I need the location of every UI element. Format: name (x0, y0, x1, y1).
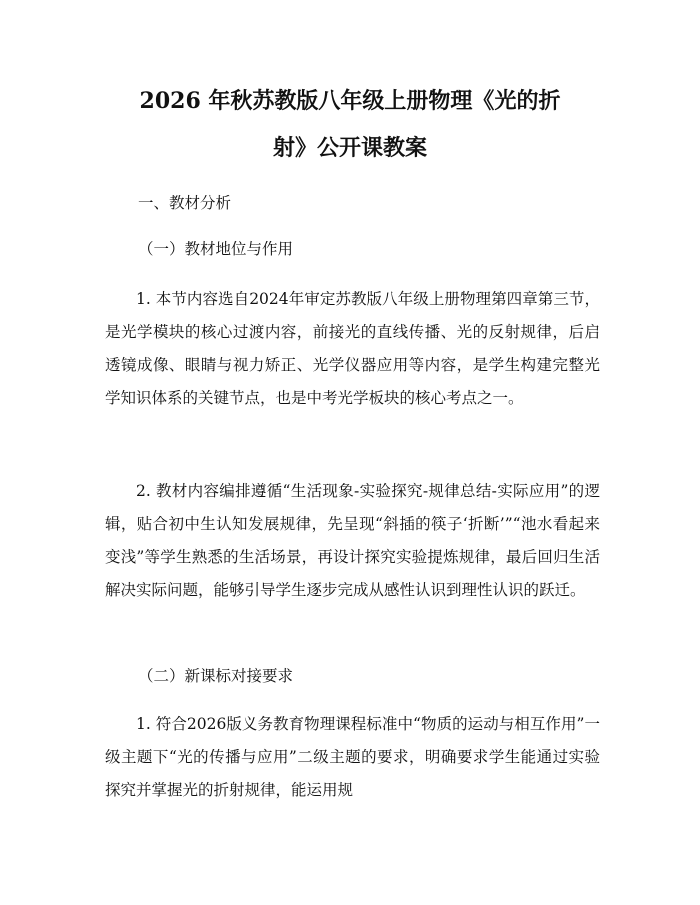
paragraph-2: 2. 教材内容编排遵循“生活现象-实验探究-规律总结-实际应用”的逻辑，贴合初中生认知发展规律，先呈现“斜插的筷子‘折断’”“池水看起来变浅”等学生熟悉的生活场景，再设计探究实验提炼规律，最后回归生活解决实际问题，能够引导学生逐步完成从感性认识到理性认识的跃迁。 (105, 482, 600, 599)
paragraph-3: 1. 符合2026版义务教育物理课程标准中“物质的运动与相互作用”一级主题下“光的传播与应用”二级主题的要求，明确要求学生能通过实验探究并掌握光的折射规律，能运用规 (105, 715, 600, 799)
document-title-line-2: 射》公开课教案 (272, 135, 427, 161)
paragraph-1: 1. 本节内容选自2024年审定苏教版八年级上册物理第四章第三节，是光学模块的核心过渡内容，前接光的直线传播、光的反射规律，后启透镜成像、眼睛与视力矫正、光学仪器应用等内容，是学生构建完整光学知识体系的关键节点，也是中考光学板块的核心考点之一。 (105, 290, 600, 407)
subsection-heading-position-role: （一）教材地位与作用 (138, 240, 294, 258)
section-heading-textbook-analysis: 一、教材分析 (138, 194, 232, 212)
document-title-line-1: 2026 年秋苏教版八年级上册物理《光的折 (139, 88, 561, 114)
subsection-heading-curriculum-requirements: （二）新课标对接要求 (138, 667, 294, 685)
